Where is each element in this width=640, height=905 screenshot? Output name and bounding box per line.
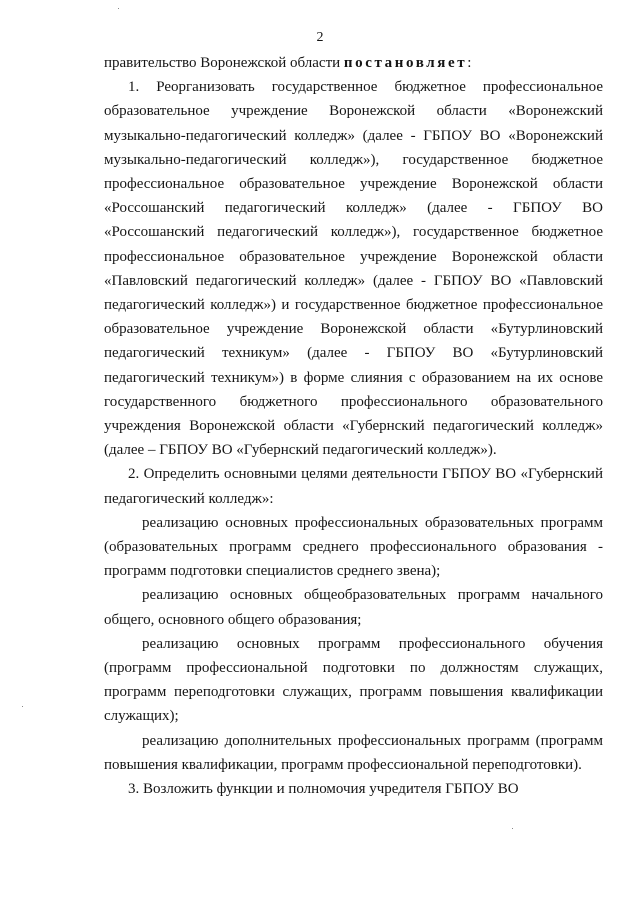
paragraph-1: 1. Реорганизовать государственное бюджетное профессиональное образовательное учреждение Воронежской области «Воронежский музыкально-педагогический колледж» (далее - ГБПОУ ВО «Воронежский музыкально-педагогический колледж»), государственное бюджетное профессиональное образовательное учреждение Воронежской области «Россошанский педагогический колледж» (далее - ГБПОУ ВО «Россошанский педагогический колледж»), государственное бюджетное профессиональное образовательное учреждение Воронежской области «Павловский педагогический колледж» (далее - ГБПОУ ВО «Павловский педагогический колледж») и государственное бюджетное профессиональное образовательное учреждение Воронежской области «Бутурлиновский педагогический техникум» (далее - ГБПОУ ВО «Бутурлиновский педагогический техникум») в форме слияния с образованием на их основе государственного бюджетного профессионального образовательного учреждения Воронежской области «Губернский педагогический колледж» (далее – ГБПОУ ВО «Губернский педагогический колледж»). xyxy=(104,79,603,459)
goal-item: реализацию основных общеобразовательных программ начального общего, основного общего образования; xyxy=(104,587,603,628)
page-number: 2 xyxy=(316,30,324,45)
goal-item: реализацию основных программ профессионального обучения (программ профессиональной подготовки по должностям служащих, программ переподготовки служащих, программ повышения квалификации служащих); xyxy=(104,635,603,725)
paragraph-3: 3. Возложить функции и полномочия учредителя ГБПОУ ВО xyxy=(128,781,519,798)
intro-line xyxy=(104,51,603,75)
goal-item: реализацию дополнительных профессиональных программ (программ повышения квалификации, программ профессиональной переподготовки). xyxy=(104,732,603,773)
scan-speck xyxy=(22,706,23,707)
scan-speck xyxy=(118,8,119,9)
scan-speck xyxy=(512,828,513,829)
goal-item: реализацию основных профессиональных образовательных программ (образовательных программ среднего профессионального образования - программ подготовки специалистов среднего звена); xyxy=(104,514,603,580)
document-body xyxy=(104,51,603,801)
paragraph-2: 2. Определить основными целями деятельности ГБПОУ ВО «Губернский педагогический колледж»: xyxy=(104,466,603,507)
intro-colon: : xyxy=(467,55,472,71)
intro-lead: правительство Воронежской области xyxy=(104,55,344,71)
decree-word: постановляет xyxy=(343,55,468,71)
